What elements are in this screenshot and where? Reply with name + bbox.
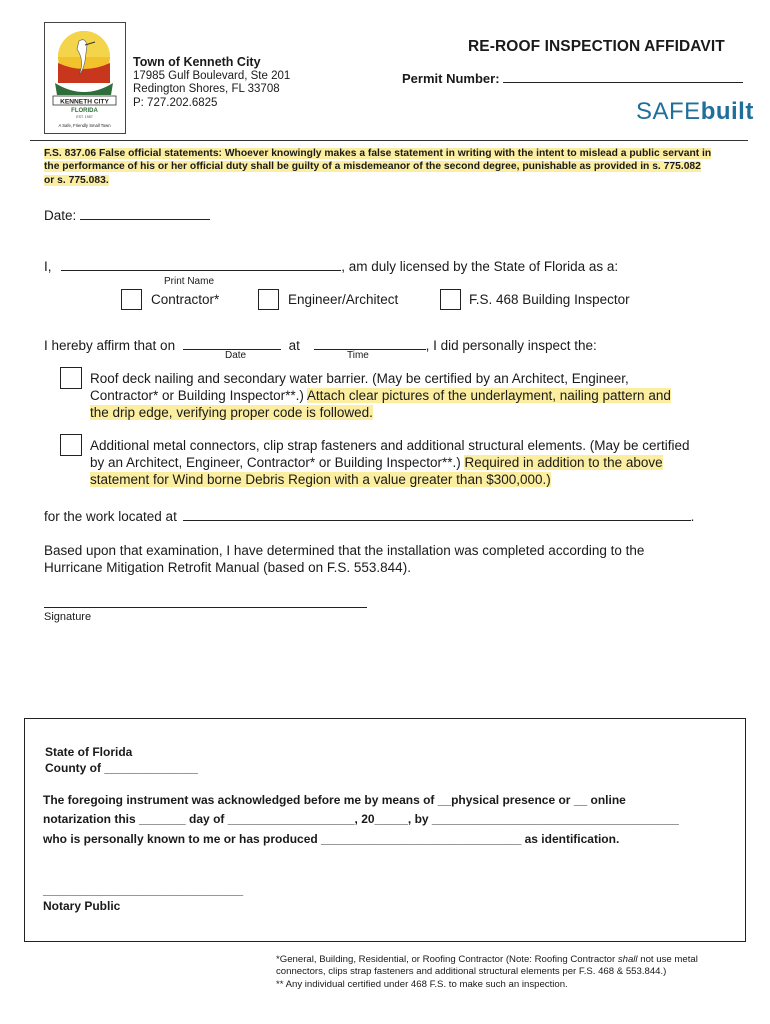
contractor-label: Contractor* bbox=[151, 292, 220, 307]
form-title: RE-ROOF INSPECTION AFFIDAVIT bbox=[468, 38, 725, 55]
time-sublabel: Time bbox=[347, 350, 369, 361]
logo-est: EST. 1957 bbox=[76, 115, 93, 119]
brand-safe: SAFE bbox=[636, 98, 701, 125]
item2-text: Additional metal connectors, clip strap fasteners and additional structural elements. (May be certified by an Architect, Engineer, Contractor* or Building Inspector**.) bbox=[90, 438, 690, 470]
header-divider bbox=[30, 140, 748, 141]
town-logo bbox=[44, 22, 126, 134]
affirm-suffix: , I did personally inspect the: bbox=[425, 338, 597, 353]
signature-input[interactable] bbox=[44, 607, 367, 608]
notary-line-3: who is personally known to me or has produced ______________________________ as identification. bbox=[43, 832, 620, 846]
address-line-2: Redington Shores, FL 33708 bbox=[133, 83, 280, 95]
date-input[interactable] bbox=[80, 219, 210, 220]
contractor-checkbox[interactable] bbox=[121, 289, 142, 310]
permit-number-input[interactable] bbox=[503, 82, 743, 83]
building-inspector-checkbox[interactable] bbox=[440, 289, 461, 310]
affirm-row bbox=[44, 338, 597, 353]
metal-connectors-item bbox=[90, 437, 690, 488]
name-row bbox=[44, 259, 618, 274]
notary-line-1: The foregoing instrument was acknowledged before me by means of __physical presence or __ online bbox=[43, 793, 626, 807]
metal-connectors-checkbox[interactable] bbox=[60, 434, 82, 456]
phone: P: 727.202.6825 bbox=[133, 96, 218, 109]
notary-signature-line[interactable]: ______________________________ bbox=[43, 883, 244, 897]
affirm-prefix: I hereby affirm that on bbox=[44, 338, 176, 353]
notary-county: County of ______________ bbox=[45, 761, 198, 775]
signature-label: Signature bbox=[44, 611, 92, 623]
notary-section bbox=[24, 718, 746, 942]
print-name-label: Print Name bbox=[164, 276, 215, 287]
roof-deck-checkbox[interactable] bbox=[60, 367, 82, 389]
footnote-1a: *General, Building, Residential, or Roofing Contractor (Note: Roofing Contractor bbox=[276, 954, 618, 965]
at-label: at bbox=[288, 338, 300, 353]
engineer-architect-label: Engineer/Architect bbox=[288, 292, 399, 307]
safebuilt-logo bbox=[636, 98, 754, 126]
inspection-time-input[interactable] bbox=[314, 349, 426, 350]
statute-notice bbox=[44, 147, 714, 187]
date-sublabel: Date bbox=[225, 350, 247, 361]
town-name: Town of Kenneth City bbox=[133, 55, 261, 69]
footnote-2: ** Any individual certified under 468 F.S. to make such an inspection. bbox=[276, 978, 568, 990]
item1-text: Roof deck nailing and secondary water barrier. (May be certified by an Architect, Engineer, Contractor* or Building Inspector**.) bbox=[90, 371, 629, 403]
notary-state: State of Florida bbox=[45, 745, 133, 759]
footnote-1b: not use metal connectors, clips strap fasteners and additional structural elements per F.S. 468 & 553.844.) bbox=[276, 954, 698, 978]
date-label: Date: bbox=[44, 208, 77, 223]
item2-highlight: Required in addition to the above statement for Wind borne Debris Region with a value greater than $300,000.) bbox=[90, 455, 663, 487]
town-address-block bbox=[133, 56, 290, 110]
footnote-1 bbox=[276, 954, 746, 979]
logo-name: KENNETH CITY bbox=[60, 98, 109, 106]
statute-notice-text: F.S. 837.06 False official statements: Whoever knowingly makes a false statement in writing with the intent to mislead a public servant in the performance of his or her official duty shall be guilty of a misdemeanor of the second degree, punishable as provided in s. 775.082 or s. 775.083. bbox=[44, 148, 712, 186]
logo-state: FLORIDA bbox=[71, 108, 98, 114]
examination-statement: Based upon that examination, I have determined that the installation was completed according to the Hurricane Mitigation Retrofit Manual (based on F.S. 553.844). bbox=[44, 543, 645, 575]
notary-line-2: notarization this _______ day of ___________________, 20_____, by _____________________________________ bbox=[43, 812, 679, 826]
permit-number-field[interactable] bbox=[402, 71, 743, 86]
footnote-1-emphasis: shall bbox=[617, 954, 638, 965]
notary-public-label: Notary Public bbox=[43, 899, 121, 913]
date-row bbox=[44, 208, 210, 223]
roof-deck-item bbox=[90, 370, 690, 421]
work-location-input[interactable] bbox=[183, 520, 691, 521]
licensed-text: , am duly licensed by the State of Florida as a: bbox=[341, 259, 619, 274]
work-location-row bbox=[44, 509, 694, 524]
logo-tagline: A Safe, Friendly Small Town bbox=[58, 123, 111, 128]
brand-built: built bbox=[700, 98, 754, 125]
building-inspector-label: F.S. 468 Building Inspector bbox=[469, 292, 630, 307]
work-label: for the work located at bbox=[44, 509, 177, 524]
permit-label: Permit Number: bbox=[402, 71, 500, 86]
i-label: I, bbox=[44, 259, 52, 274]
item1-highlight: Attach clear pictures of the underlayment, nailing pattern and the drip edge, verifying proper code is followed. bbox=[90, 388, 671, 420]
print-name-input[interactable] bbox=[61, 270, 341, 271]
address-line-1: 17985 Gulf Boulevard, Ste 201 bbox=[133, 69, 291, 82]
work-end: . bbox=[690, 509, 695, 524]
engineer-architect-checkbox[interactable] bbox=[258, 289, 279, 310]
footnotes bbox=[276, 954, 746, 991]
town-seal-icon bbox=[45, 23, 124, 132]
